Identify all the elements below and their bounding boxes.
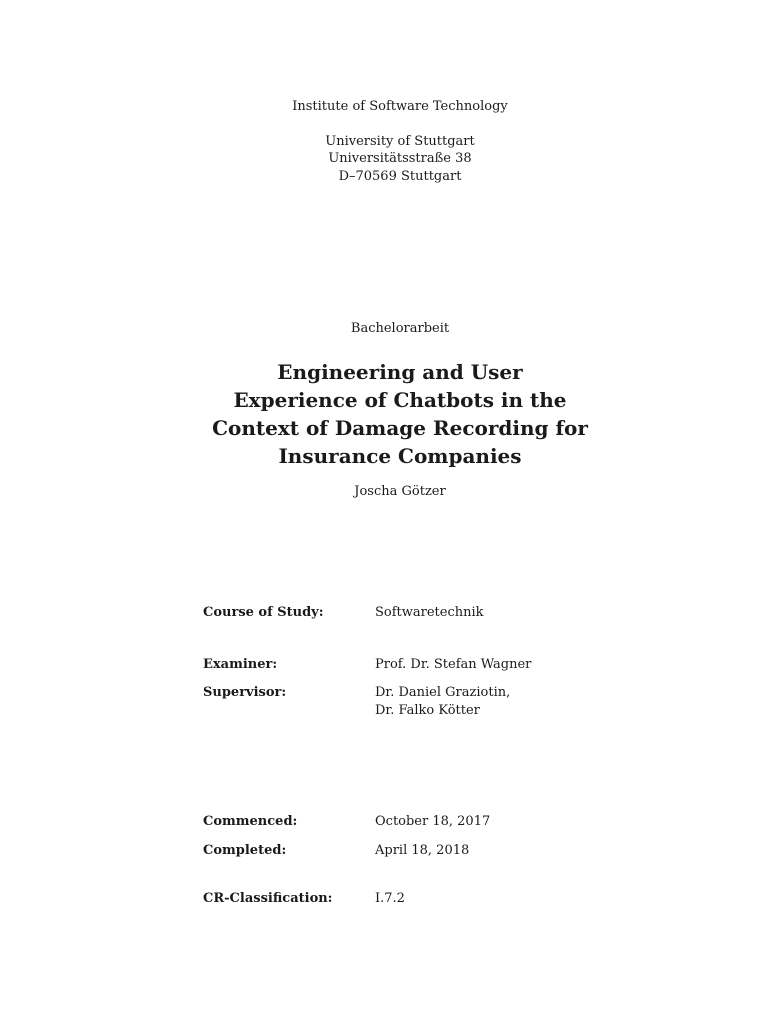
commenced-value: October 18, 2017: [375, 814, 491, 829]
examiner-value: Prof. Dr. Stefan Wagner: [375, 657, 532, 672]
supervisor-value: Dr. Daniel Graziotin,: [375, 685, 511, 700]
street-address: Universitätsstraße 38: [328, 151, 472, 166]
institute-name: Institute of Software Technology: [292, 99, 508, 114]
title-line: Context of Damage Recording for: [212, 416, 588, 440]
completed-label: Completed:: [203, 843, 287, 858]
examiner-label: Examiner:: [203, 657, 278, 672]
thesis-type: Bachelorarbeit: [350, 321, 450, 336]
cr-classification-value: I.7.2: [375, 891, 405, 906]
supervisor-value: Dr. Falko Kötter: [375, 703, 480, 718]
author-name: Joscha Götzer: [354, 484, 446, 499]
course-value: Softwaretechnik: [375, 605, 484, 620]
supervisor-label: Supervisor:: [203, 685, 287, 700]
university-name: University of Stuttgart: [325, 134, 475, 149]
title-line: Experience of Chatbots in the: [233, 388, 567, 412]
commenced-label: Commenced:: [203, 814, 298, 829]
completed-value: April 18, 2018: [375, 843, 470, 858]
course-label: Course of Study:: [203, 605, 324, 620]
cr-classification-label: CR-Classification:: [203, 891, 333, 906]
title-line: Engineering and User: [277, 360, 523, 384]
title-line: Insurance Companies: [278, 444, 522, 468]
city-address: D–70569 Stuttgart: [338, 169, 462, 184]
